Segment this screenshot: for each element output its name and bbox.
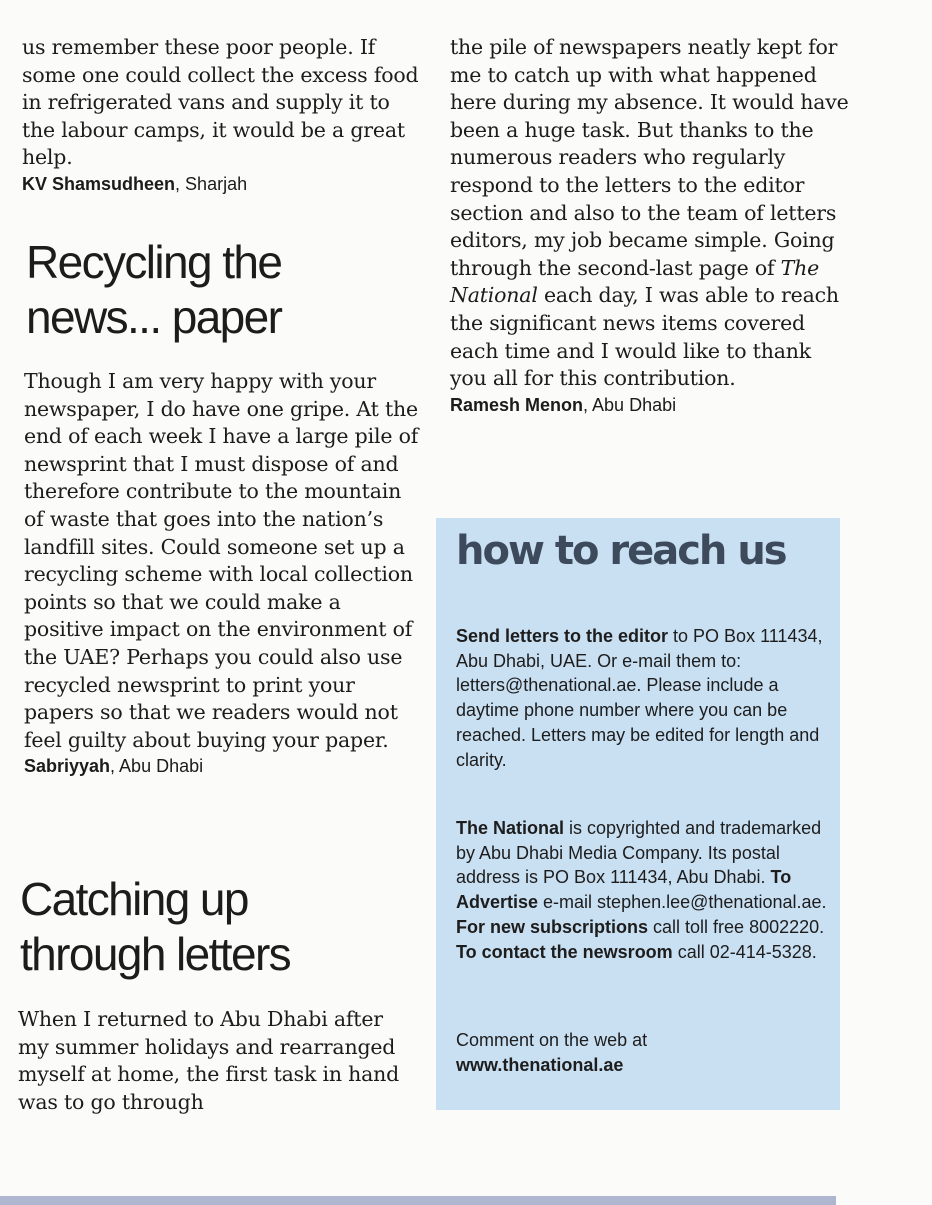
letter-body — [450, 34, 850, 393]
author-location: , Abu Dhabi — [583, 394, 677, 415]
headline-line: news... paper — [26, 291, 282, 343]
info-text: e-mail stephen.lee@thenational.ae. — [538, 892, 827, 913]
author-name: Sabriyyah — [24, 756, 111, 777]
letter-sabriyyah — [24, 368, 424, 778]
letter-kv-shamsudheen — [22, 34, 422, 196]
letter-body: When I returned to Abu Dhabi after my summer holidays and rearranged myself at home, the first task in hand was to go through — [18, 1007, 400, 1114]
publication-name: The National — [450, 255, 820, 308]
info-text: Comment on the web at — [456, 1030, 648, 1050]
letter-signature — [450, 393, 850, 417]
website-link[interactable]: www.thenational.ae — [456, 1054, 624, 1075]
bold-label: To contact the newsroom — [456, 941, 673, 962]
author-location: , Sharjah — [175, 173, 248, 194]
letter-ramesh-menon-start — [18, 1006, 418, 1116]
send-letters-info — [456, 624, 828, 772]
bottom-divider-bar — [0, 1196, 836, 1205]
letter-body-part: the pile of newspapers neatly kept for me to catch up with what happened here during my absence. It would have been a huge task. But thanks to the numerous readers who regularly respond to the letters to the editor section and also to the team of letters editors, my job became simple. Going through the second-last page of — [450, 35, 849, 280]
info-text: call 02-414-5328. — [672, 941, 817, 962]
bold-label: To Advertise — [456, 867, 792, 913]
bold-label: For new subscriptions — [456, 916, 649, 937]
headline-recycling — [26, 235, 281, 345]
bold-label: Send letters to the editor — [456, 626, 669, 646]
headline-line: Recycling the — [26, 236, 282, 288]
web-comment-info — [456, 1028, 828, 1077]
letter-body-part: each day, I was able to reach the significant news items covered each time and I would like to thank you all for this contribution. — [450, 283, 839, 391]
letter-body: us remember these poor people. If some one could collect the excess food in refrigerated vans and supply it to the labour camps, it would be a great help. — [22, 35, 419, 170]
letter-body: Though I am very happy with your newspaper, I do have one gripe. At the end of each week I have a large pile of newsprint that I must dispose of and therefore contribute to the mountain of waste that goes into the nation’s landfill sites. Could someone set up a recycling scheme with local collection points so that we could make a positive impact on the environment of the UAE? Perhaps you could also use recycled newsprint to print your papers so that we readers would not feel guilty about buying your paper. — [24, 369, 419, 752]
letter-signature — [24, 754, 424, 778]
letter-ramesh-menon-continued — [450, 34, 850, 417]
headline-line: through letters — [20, 928, 291, 980]
info-text: call toll free 8002220. — [648, 916, 825, 937]
copyright-info — [456, 816, 828, 964]
letter-signature — [22, 172, 422, 196]
author-location: , Abu Dhabi — [110, 756, 204, 777]
how-to-reach-us-box — [436, 518, 840, 1110]
reach-us-title: how to reach us — [456, 528, 786, 574]
headline-catching-up — [20, 872, 290, 982]
info-text: is copyrighted and trademarked by Abu Dhabi Media Company. Its postal address is PO Box 111434, Abu Dhabi. — [456, 818, 822, 888]
author-name: Ramesh Menon — [450, 394, 584, 415]
headline-line: Catching up — [20, 873, 248, 925]
author-name: KV Shamsudheen — [22, 173, 176, 194]
bold-label: The National — [456, 818, 565, 838]
info-text: to PO Box 111434, Abu Dhabi, UAE. Or e-mail them to: letters@thenational.ae. Please include a daytime phone number where you can be reached. Letters may be edited for length and clarity. — [456, 626, 823, 770]
